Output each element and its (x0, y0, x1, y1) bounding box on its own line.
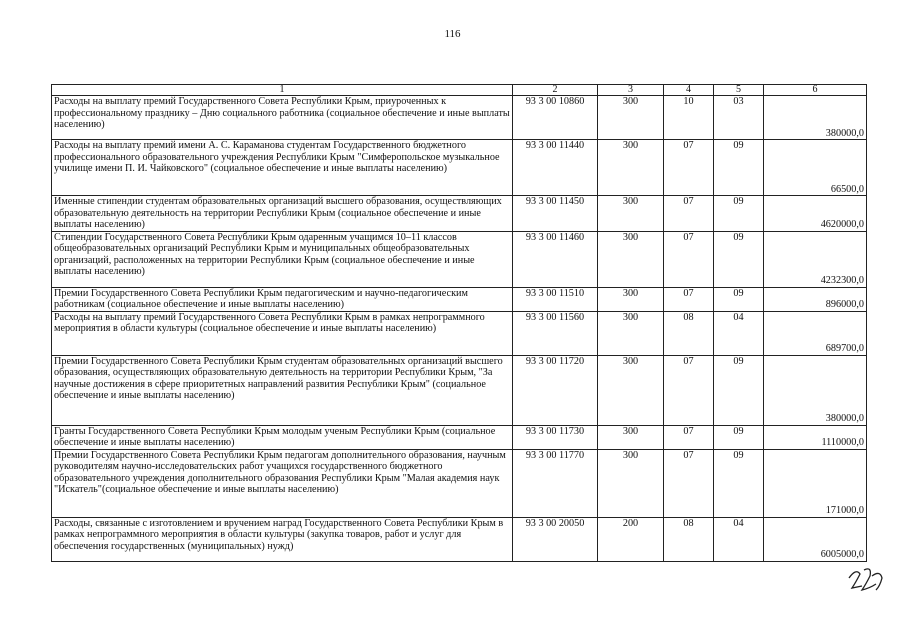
row-subsection: 03 (714, 96, 764, 140)
row-amount: 1110000,0 (764, 425, 867, 449)
row-target-code: 93 3 00 10860 (513, 96, 598, 140)
row-amount: 689700,0 (764, 311, 867, 355)
row-section: 08 (664, 311, 714, 355)
row-target-code: 93 3 00 11460 (513, 231, 598, 287)
row-amount: 4620000,0 (764, 196, 867, 232)
row-description: Расходы на выплату премий имени А. С. Караманова студентам Государственного бюджетного профессионального образовательного учреждения Республики Крым "Симферопольское музыкальное училище имени П. И. Чайковского" (социальное обеспечение и иные выплаты населению) (52, 140, 513, 196)
row-amount: 6005000,0 (764, 517, 867, 561)
table-row (52, 425, 867, 449)
row-description: Премии Государственного Совета Республики Крым студентам образовательных организаций высшего образования, осуществляющих образовательную деятельность на территории Республики Крым, "За научные достижения в сфере приоритетных направлений развития Республики Крым" (социальное обеспечение и иные выплаты населению) (52, 355, 513, 425)
row-expense-type: 300 (598, 311, 664, 355)
row-section: 07 (664, 425, 714, 449)
row-target-code: 93 3 00 11510 (513, 287, 598, 311)
table-row (52, 96, 867, 140)
row-section: 07 (664, 287, 714, 311)
row-description: Расходы, связанные с изготовлением и вручением наград Государственного Совета Республики Крым в рамках непрограммного мероприятия в области культуры (закупка товаров, работ и услуг для обеспечения государственных (муниципальных) нужд) (52, 517, 513, 561)
row-expense-type: 300 (598, 449, 664, 517)
row-amount: 4232300,0 (764, 231, 867, 287)
row-section: 10 (664, 96, 714, 140)
budget-table (51, 84, 867, 562)
row-section: 08 (664, 517, 714, 561)
table-row (52, 231, 867, 287)
row-expense-type: 300 (598, 355, 664, 425)
row-target-code: 93 3 00 11450 (513, 196, 598, 232)
row-subsection: 09 (714, 231, 764, 287)
table-row (52, 355, 867, 425)
table-row (52, 196, 867, 232)
row-subsection: 09 (714, 287, 764, 311)
table-row (52, 449, 867, 517)
table-row (52, 311, 867, 355)
row-subsection: 04 (714, 517, 764, 561)
row-expense-type: 300 (598, 140, 664, 196)
row-amount: 380000,0 (764, 96, 867, 140)
table-header-row (52, 85, 867, 96)
row-target-code: 93 3 00 11730 (513, 425, 598, 449)
row-section: 07 (664, 449, 714, 517)
column-header: 5 (714, 85, 764, 96)
row-target-code: 93 3 00 11770 (513, 449, 598, 517)
row-expense-type: 200 (598, 517, 664, 561)
row-description: Расходы на выплату премий Государственного Совета Республики Крым, приуроченных к профессиональному празднику – Дню социального работника (социальное обеспечение и иные выплаты населению) (52, 96, 513, 140)
row-section: 07 (664, 355, 714, 425)
row-target-code: 93 3 00 11560 (513, 311, 598, 355)
row-section: 07 (664, 231, 714, 287)
table-row (52, 140, 867, 196)
row-target-code: 93 3 00 11440 (513, 140, 598, 196)
row-amount: 66500,0 (764, 140, 867, 196)
row-description: Именные стипендии студентам образовательных организаций высшего образования, осуществляющих образовательную деятельность на территории Республики Крым (социальное обеспечение и иные выплаты населению) (52, 196, 513, 232)
row-subsection: 09 (714, 449, 764, 517)
column-header: 6 (764, 85, 867, 96)
row-amount: 380000,0 (764, 355, 867, 425)
row-subsection: 09 (714, 140, 764, 196)
row-expense-type: 300 (598, 231, 664, 287)
column-header: 4 (664, 85, 714, 96)
row-expense-type: 300 (598, 196, 664, 232)
row-expense-type: 300 (598, 96, 664, 140)
row-description: Премии Государственного Совета Республики Крым педагогам дополнительного образования, научным руководителям научно-исследовательских работ учащихся государственного бюджетного образовательного учреждения дополнительного образования Республики Крым "Малая академия наук "Искатель"(социальное обеспечение и иные выплаты населению) (52, 449, 513, 517)
row-section: 07 (664, 196, 714, 232)
column-header: 3 (598, 85, 664, 96)
column-header: 1 (52, 85, 513, 96)
row-description: Расходы на выплату премий Государственного Совета Республики Крым в рамках непрограммного мероприятия в области культуры (социальное обеспечение и иные выплаты населению) (52, 311, 513, 355)
row-section: 07 (664, 140, 714, 196)
table-row (52, 517, 867, 561)
row-description: Гранты Государственного Совета Республики Крым молодым ученым Республики Крым (социальное обеспечение и иные выплаты населению) (52, 425, 513, 449)
page-number: 116 (444, 28, 461, 40)
row-amount: 171000,0 (764, 449, 867, 517)
row-subsection: 09 (714, 355, 764, 425)
handwritten-initials (846, 560, 891, 600)
row-subsection: 09 (714, 196, 764, 232)
row-target-code: 93 3 00 11720 (513, 355, 598, 425)
row-subsection: 09 (714, 425, 764, 449)
row-subsection: 04 (714, 311, 764, 355)
row-amount: 896000,0 (764, 287, 867, 311)
row-expense-type: 300 (598, 425, 664, 449)
row-description: Стипендии Государственного Совета Республики Крым одаренным учащимся 10–11 классов общеобразовательных организаций Республики Крым и муниципальных общеобразовательных организаций, расположенных на территории Республики Крым (социальное обеспечение и иные выплаты населению) (52, 231, 513, 287)
row-target-code: 93 3 00 20050 (513, 517, 598, 561)
row-expense-type: 300 (598, 287, 664, 311)
table-row (52, 287, 867, 311)
row-description: Премии Государственного Совета Республики Крым педагогическим и научно-педагогическим работникам (социальное обеспечение и иные выплаты населению) (52, 287, 513, 311)
column-header: 2 (513, 85, 598, 96)
